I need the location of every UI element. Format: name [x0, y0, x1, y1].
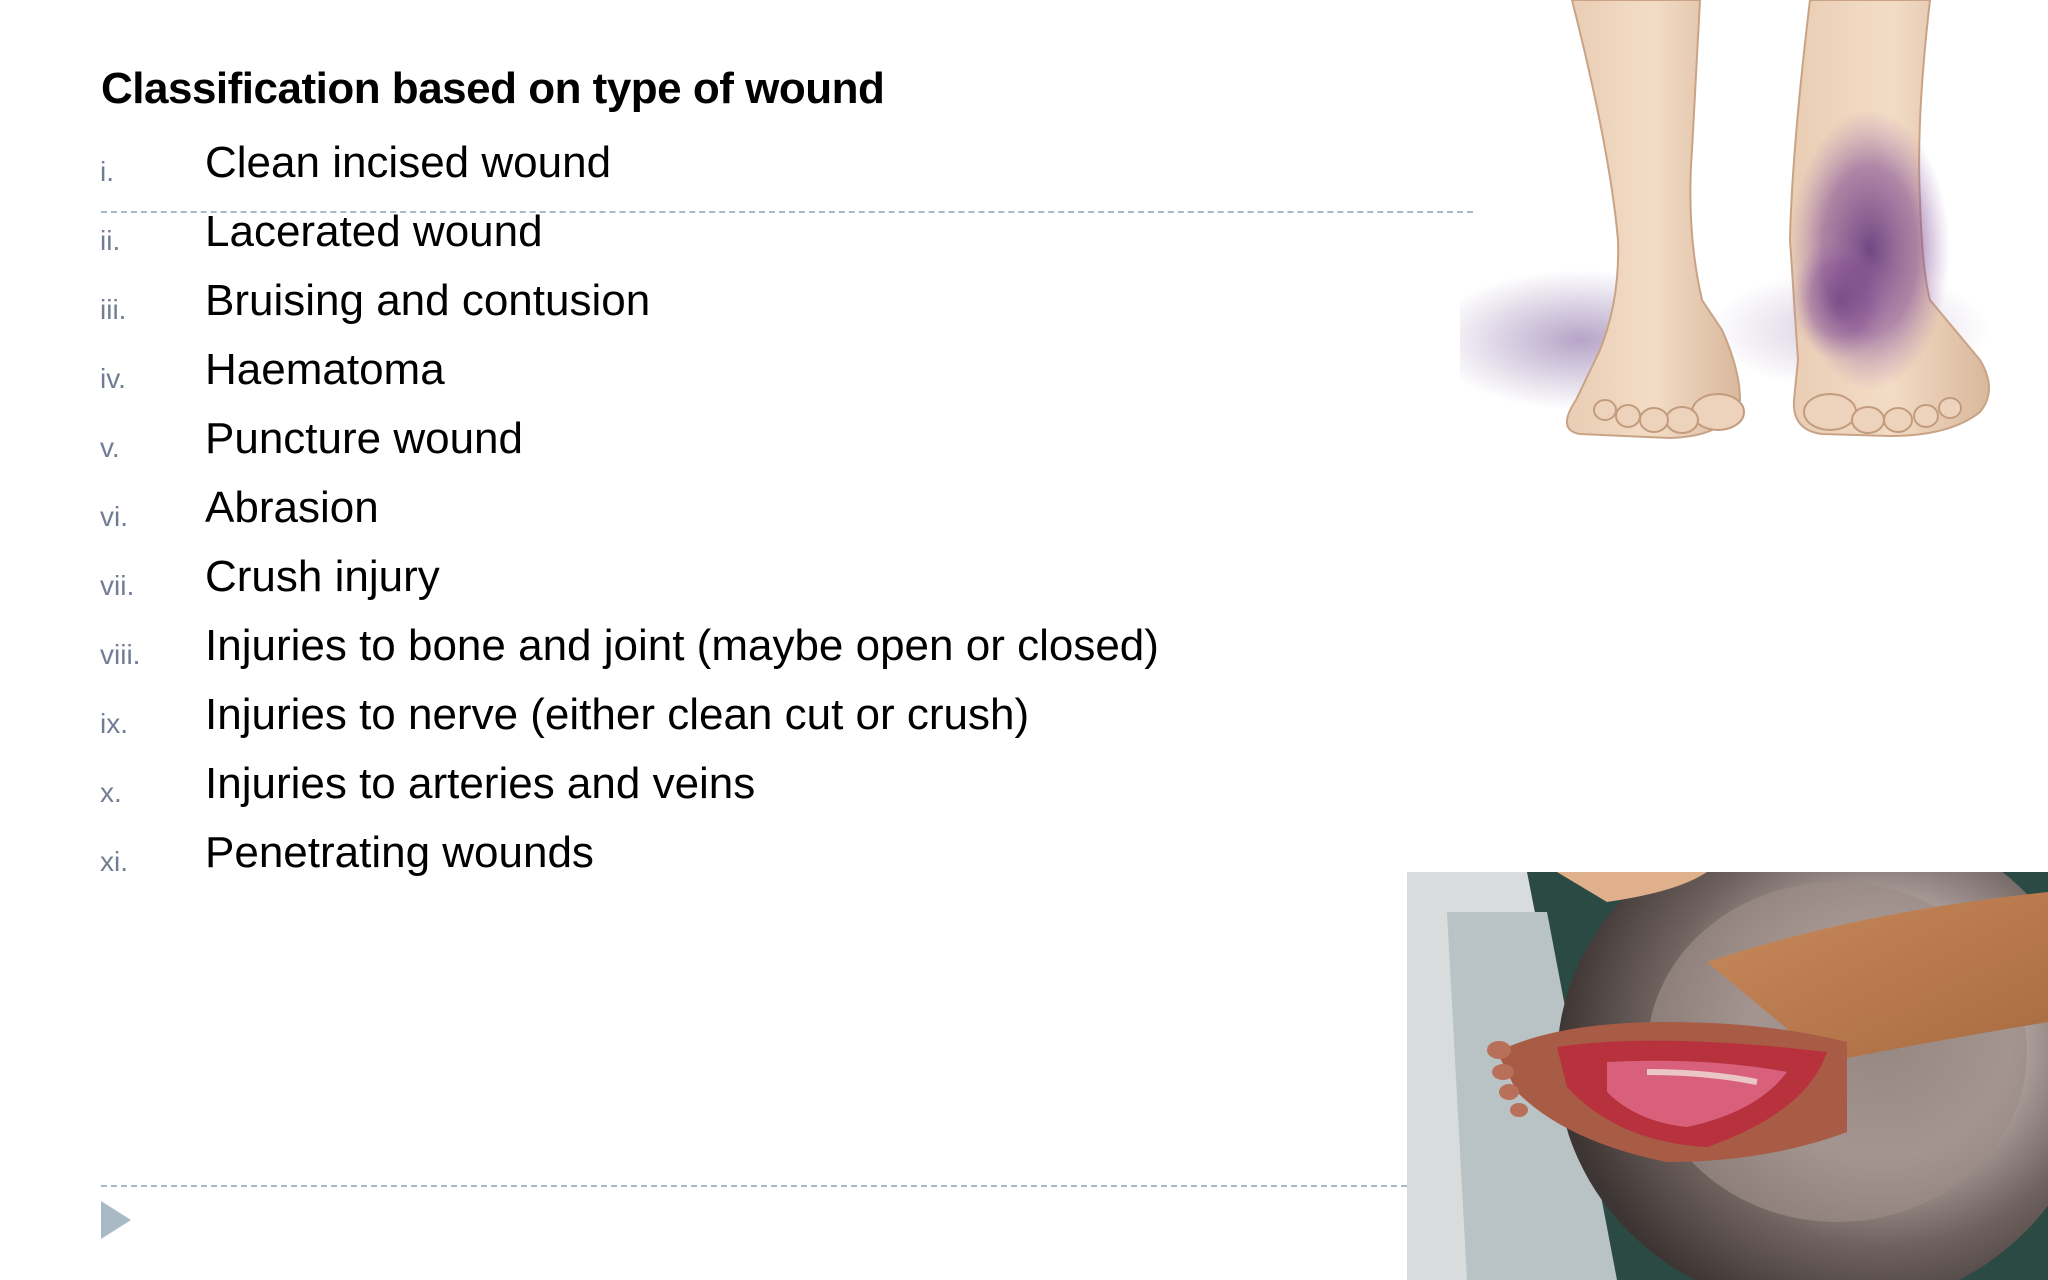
list-text: Haematoma: [205, 345, 445, 394]
slide-title: Classification based on type of wound: [101, 64, 885, 113]
list-text: Clean incised wound: [205, 138, 612, 187]
list-text: Crush injury: [205, 552, 440, 601]
play-triangle-icon: [101, 1201, 131, 1239]
list-numeral: i.: [100, 156, 114, 187]
list-numeral: vii.: [100, 570, 135, 601]
list-text: Bruising and contusion: [205, 276, 651, 325]
list-numeral: ii.: [100, 225, 121, 256]
list-text: Injuries to nerve (either clean cut or crush): [205, 690, 1030, 739]
list-numeral: viii.: [100, 639, 141, 670]
list-numeral: iii.: [100, 294, 127, 325]
list-numeral: vi.: [100, 501, 128, 532]
list-text: Puncture wound: [205, 414, 523, 463]
list-numeral: iv.: [100, 363, 126, 394]
list-numeral: v.: [100, 432, 120, 463]
list-text: Abrasion: [205, 483, 379, 532]
list-text: Penetrating wounds: [205, 828, 594, 877]
list-numeral: xi.: [100, 846, 128, 877]
list-numeral: x.: [100, 777, 122, 808]
injured-foot-photo: [1407, 872, 2048, 1280]
list-text: Injuries to arteries and veins: [205, 759, 756, 808]
list-text: Lacerated wound: [205, 207, 543, 256]
list-text: Injuries to bone and joint (maybe open or closed): [205, 621, 1159, 670]
bruised-feet-illustration: [1460, 0, 2048, 450]
divider-bottom: [101, 1185, 1407, 1187]
list-numeral: ix.: [100, 708, 128, 739]
